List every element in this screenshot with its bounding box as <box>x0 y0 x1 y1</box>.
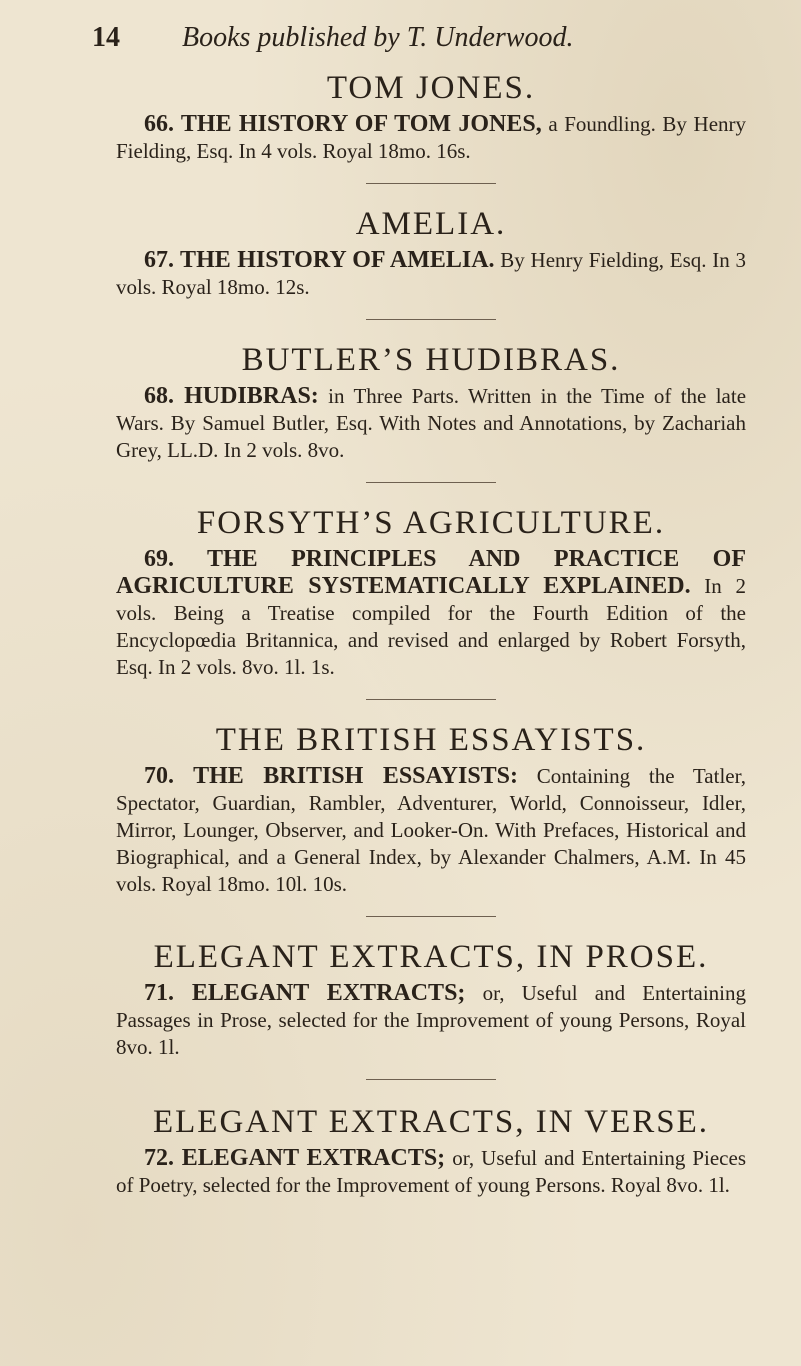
page-header <box>92 22 761 62</box>
section-heading: AMELIA. <box>355 206 507 242</box>
entry-description: In 2 vols. Being a Treatise compiled for the Fourth Edition of the Encyclopœdia Britannica, and revised and enlarged by Robert Forsyth, Esq. In 2 vols. 8vo. 1l. 1s. <box>116 574 746 679</box>
section-extracts-prose <box>116 939 746 1061</box>
entry-description: By Henry Fielding, Esq. In 3 vols. Royal 18mo. 12s. <box>116 248 747 299</box>
section-amelia <box>116 206 746 301</box>
catalogue-entry <box>116 247 746 301</box>
entry-description: or, Useful and Entertaining Pieces of Poetry, selected for the Improvement of young Persons. Royal 8vo. 1l. <box>116 1146 746 1197</box>
entry-description: a Foundling. By Henry Fielding, Esq. In 4 vols. Royal 18mo. 16s. <box>116 112 747 163</box>
section-heading: BUTLER’S HUDIBRAS. <box>241 342 621 378</box>
section-tom-jones <box>116 70 746 165</box>
running-title: Books published by T. Underwood. <box>182 22 574 53</box>
section-british-essayists <box>116 722 746 898</box>
section-divider <box>366 183 496 184</box>
catalogue-entry <box>116 1145 746 1199</box>
catalogue-entry <box>116 546 746 681</box>
section-divider <box>366 319 496 320</box>
catalogue-entry <box>116 763 746 898</box>
section-divider <box>366 699 496 700</box>
section-extracts-verse <box>116 1104 746 1199</box>
catalogue-entry <box>116 383 746 464</box>
section-hudibras <box>116 342 746 464</box>
catalogue-entry <box>116 111 746 165</box>
entry-title: 71. ELEGANT EXTRACTS; <box>144 980 466 1006</box>
catalogue-listing <box>116 70 746 1199</box>
section-heading: THE BRITISH ESSAYISTS. <box>215 722 647 758</box>
entry-description: in Three Parts. Written in the Time of the late Wars. By Samuel Butler, Esq. With Notes and Annotations, by Zachariah Grey, LL.D. In 2 vols. 8vo. <box>116 384 747 462</box>
entry-description: Containing the Tatler, Spectator, Guardian, Rambler, Adventurer, World, Connoisseur, Idler, Mirror, Lounger, Observer, and Looker-On. With Prefaces, Historical and Biographical, and a General Index, by Alexander Chalmers, A.M. In 45 vols. Royal 18mo. 10l. 10s. <box>116 764 746 896</box>
entry-description: or, Useful and Entertaining Passages in Prose, selected for the Improvement of young Persons, Royal 8vo. 1l. <box>116 981 747 1059</box>
page-number: 14 <box>92 22 120 53</box>
entry-title: 66. THE HISTORY OF TOM JONES, <box>144 111 542 137</box>
section-divider <box>366 1079 496 1080</box>
section-heading: ELEGANT EXTRACTS, IN PROSE. <box>153 939 709 975</box>
section-agriculture <box>116 505 746 681</box>
entry-title: 68. HUDIBRAS: <box>144 383 319 409</box>
section-heading: ELEGANT EXTRACTS, IN VERSE. <box>152 1104 710 1140</box>
entry-title: 70. THE BRITISH ESSAYISTS: <box>144 763 519 789</box>
catalogue-entry <box>116 980 746 1061</box>
section-divider <box>366 916 496 917</box>
entry-title: 72. ELEGANT EXTRACTS; <box>144 1145 446 1171</box>
section-divider <box>366 482 496 483</box>
entry-title: 69. THE PRINCIPLES AND PRACTICE OF AGRICULTURE SYSTEMATICALLY EXPLAINED. <box>116 546 746 599</box>
entry-title: 67. THE HISTORY OF AMELIA. <box>144 247 495 273</box>
section-heading: TOM JONES. <box>326 70 536 106</box>
section-heading: FORSYTH’S AGRICULTURE. <box>196 505 666 541</box>
